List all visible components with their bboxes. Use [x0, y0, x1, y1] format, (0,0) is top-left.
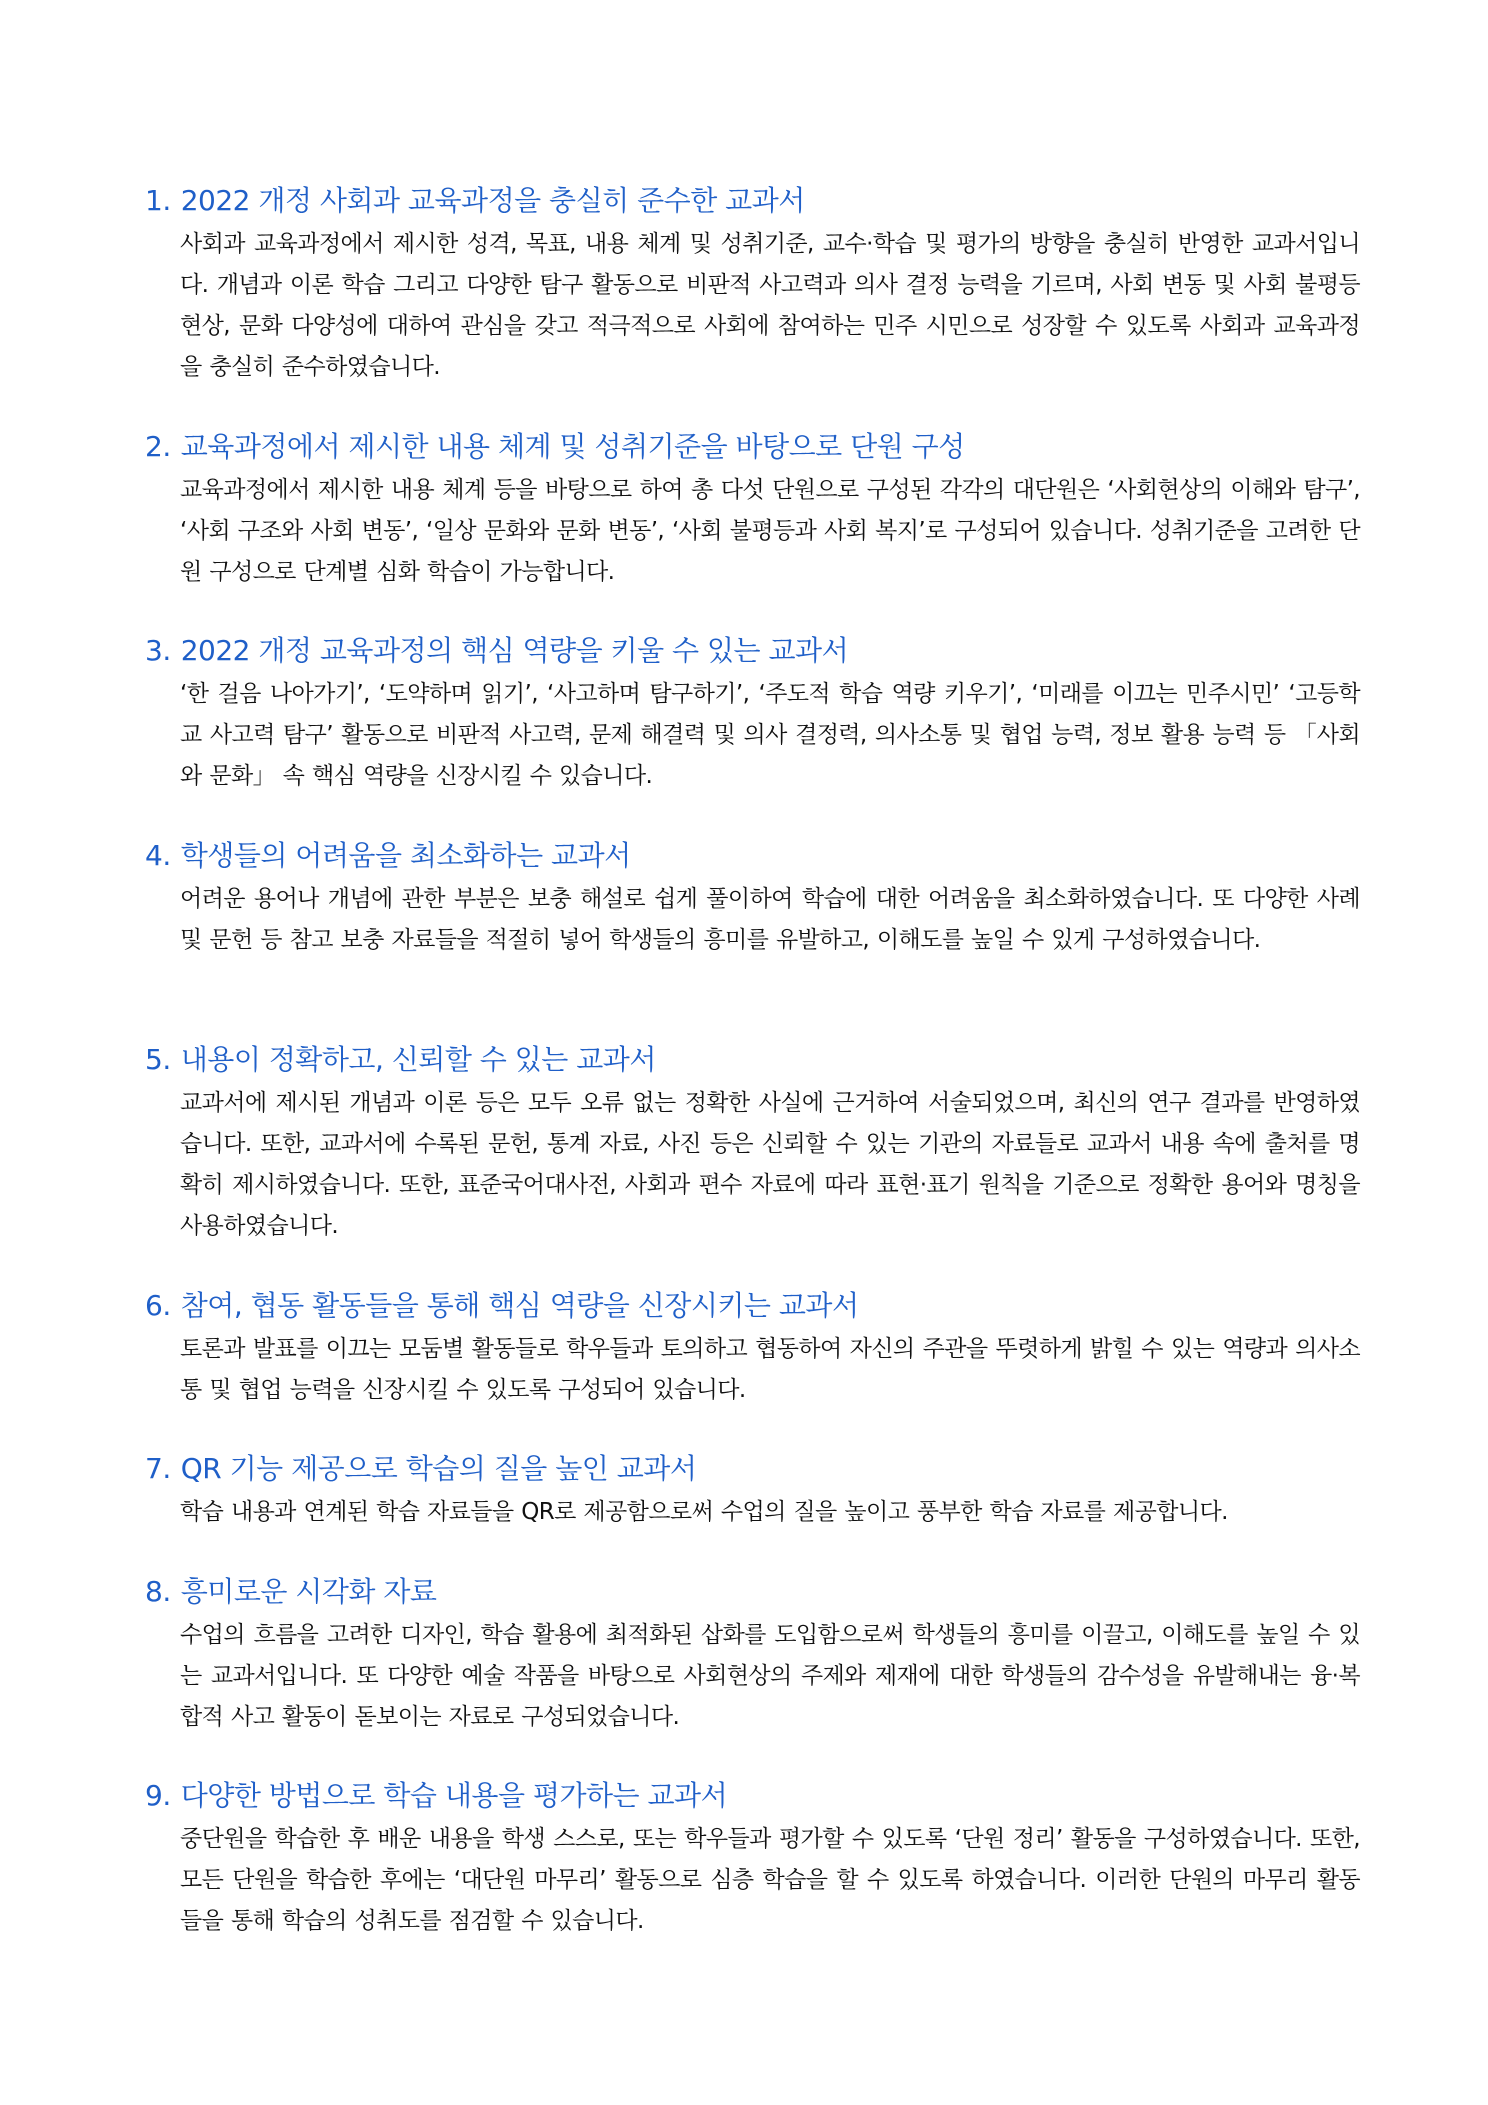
section-heading: [145, 428, 1355, 466]
section-number: 1.: [145, 184, 171, 217]
section-heading: [145, 1041, 1355, 1079]
section-title: 참여, 협동 활동들을 통해 핵심 역량을 신장시키는 교과서: [180, 1289, 859, 1322]
section-6: [145, 1287, 1360, 1411]
section-heading: [145, 182, 1355, 220]
section-heading: [145, 837, 1355, 875]
section-5: [145, 1041, 1360, 1247]
section-title: 다양한 방법으로 학습 내용을 평가하는 교과서: [180, 1779, 728, 1812]
section-number: 6.: [145, 1289, 171, 1322]
section-title: 학생들의 어려움을 최소화하는 교과서: [180, 839, 631, 872]
section-heading: [145, 632, 1355, 670]
section-heading: [145, 1573, 1355, 1611]
section-body: ‘한 걸음 나아가기’, ‘도약하며 읽기’, ‘사고하며 탐구하기’, ‘주도적 학습 역량 키우기’, ‘미래를 이끄는 민주시민’ ‘고등학교 사고력 탐구’ 활동으로 비판적 사고력, 문제 해결력 및 의사 결정력, 의사소통 및 협업 능력, 정보 활용 능력 등 「사회와 문화」 속 핵심 역량을 신장시킬 수 있습니다.: [180, 681, 1360, 789]
section-body: 학습 내용과 연계된 학습 자료들을 QR로 제공함으로써 수업의 질을 높이고 풍부한 학습 자료를 제공합니다.: [180, 1499, 1228, 1525]
section-4: [145, 837, 1360, 961]
section-body: 토론과 발표를 이끄는 모둠별 활동들로 학우들과 토의하고 협동하여 자신의 주관을 뚜렷하게 밝힐 수 있는 역량과 의사소통 및 협업 능력을 신장시킬 수 있도록 구성되어 있습니다.: [180, 1336, 1360, 1403]
section-2: [145, 428, 1360, 593]
section-number: 7.: [145, 1452, 171, 1485]
section-number: 3.: [145, 634, 171, 667]
section-body: 중단원을 학습한 후 배운 내용을 학생 스스로, 또는 학우들과 평가할 수 있도록 ‘단원 정리’ 활동을 구성하였습니다. 또한, 모든 단원을 학습한 후에는 ‘대단원 마무리’ 활동으로 심층 학습을 할 수 있도록 하였습니다. 이러한 단원의 마무리 활동들을 통해 학습의 성취도를 점검할 수 있습니다.: [180, 1826, 1360, 1934]
section-heading: [145, 1287, 1355, 1325]
section-body: 수업의 흐름을 고려한 디자인, 학습 활용에 최적화된 삽화를 도입함으로써 학생들의 흥미를 이끌고, 이해도를 높일 수 있는 교과서입니다. 또 다양한 예술 작품을 바탕으로 사회현상의 주제와 제재에 대한 학생들의 감수성을 유발해내는 융·복합적 사고 활동이 돋보이는 자료로 구성되었습니다.: [180, 1622, 1360, 1730]
section-title: 교육과정에서 제시한 내용 체계 및 성취기준을 바탕으로 단원 구성: [180, 430, 965, 463]
section-number: 5.: [145, 1043, 171, 1076]
section-body: 어려운 용어나 개념에 관한 부분은 보충 해설로 쉽게 풀이하여 학습에 대한 어려움을 최소화하였습니다. 또 다양한 사례 및 문헌 등 참고 보충 자료들을 적절히 넣어 학생들의 흥미를 유발하고, 이해도를 높일 수 있게 구성하였습니다.: [180, 886, 1360, 953]
section-body: 사회과 교육과정에서 제시한 성격, 목표, 내용 체계 및 성취기준, 교수·학습 및 평가의 방향을 충실히 반영한 교과서입니다. 개념과 이론 학습 그리고 다양한 탐구 활동으로 비판적 사고력과 의사 결정 능력을 기르며, 사회 변동 및 사회 불평등 현상, 문화 다양성에 대하여 관심을 갖고 적극적으로 사회에 참여하는 민주 시민으로 성장할 수 있도록 사회과 교육과정을 충실히 준수하였습니다.: [180, 231, 1360, 380]
section-1: [145, 182, 1360, 388]
section-title: 2022 개정 사회과 교육과정을 충실히 준수한 교과서: [180, 184, 805, 217]
section-title: 내용이 정확하고, 신뢰할 수 있는 교과서: [180, 1043, 656, 1076]
section-3: [145, 632, 1360, 797]
section-title: QR 기능 제공으로 학습의 질을 높인 교과서: [180, 1452, 697, 1485]
section-9: [145, 1777, 1360, 1942]
section-heading: [145, 1450, 1355, 1488]
section-7: [145, 1450, 1355, 1533]
section-body: 교육과정에서 제시한 내용 체계 등을 바탕으로 하여 총 다섯 단원으로 구성된 각각의 대단원은 ‘사회현상의 이해와 탐구’, ‘사회 구조와 사회 변동’, ‘일상 문화와 문화 변동’, ‘사회 불평등과 사회 복지’로 구성되어 있습니다. 성취기준을 고려한 단원 구성으로 단계별 심화 학습이 가능합니다.: [180, 477, 1360, 585]
section-number: 4.: [145, 839, 171, 872]
section-number: 2.: [145, 430, 171, 463]
section-title: 흥미로운 시각화 자료: [180, 1575, 437, 1608]
section-8: [145, 1573, 1360, 1738]
section-number: 9.: [145, 1779, 171, 1812]
section-body: 교과서에 제시된 개념과 이론 등은 모두 오류 없는 정확한 사실에 근거하여 서술되었으며, 최신의 연구 결과를 반영하였습니다. 또한, 교과서에 수록된 문헌, 통계 자료, 사진 등은 신뢰할 수 있는 기관의 자료들로 교과서 내용 속에 출처를 명확히 제시하였습니다. 또한, 표준국어대사전, 사회과 편수 자료에 따라 표현·표기 원칙을 기준으로 정확한 용어와 명칭을 사용하였습니다.: [180, 1090, 1360, 1239]
section-number: 8.: [145, 1575, 171, 1608]
section-title: 2022 개정 교육과정의 핵심 역량을 키울 수 있는 교과서: [180, 634, 849, 667]
section-heading: [145, 1777, 1355, 1815]
